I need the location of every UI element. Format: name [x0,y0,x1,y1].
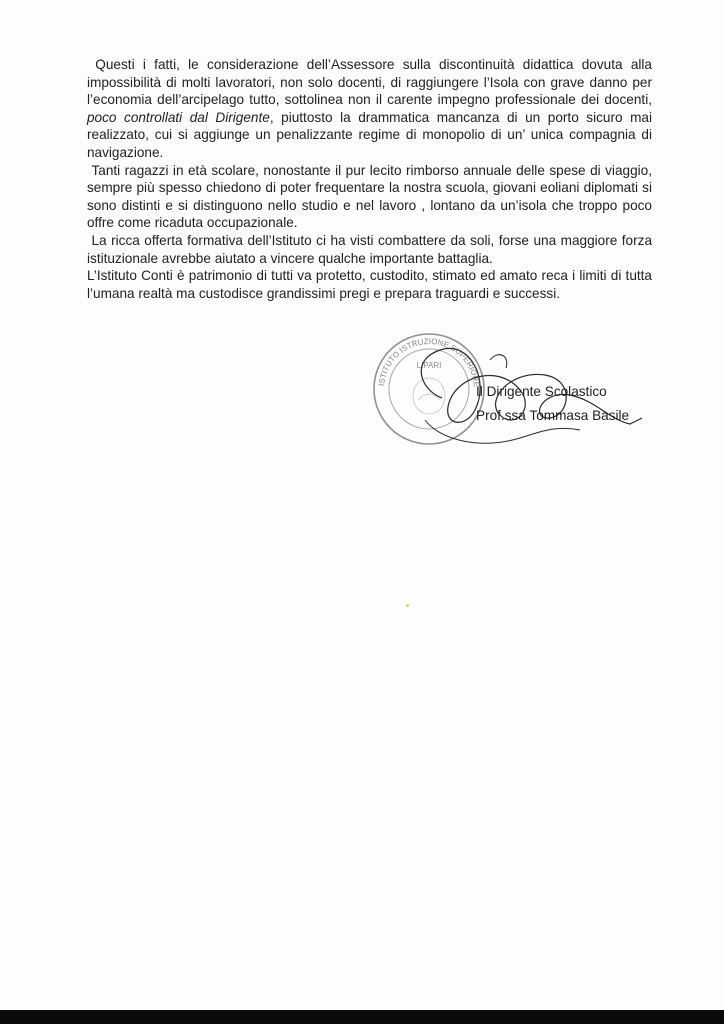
scan-speck [406,604,409,607]
paragraph-1-text-end: , piuttosto la drammatica mancanza di un porto sicuro mai realizzato, cui si aggiunge un penalizzante regime di monopolio di un’ unica compagnia di navigazione. [87,109,652,160]
paragraph-4-text: L’Istituto Conti è patrimonio di tutti va protetto, custodito, stimato ed amato reca i limiti di tutta l’umana realtà ma custodisce grandissimi pregi e prepara traguardi e successi. [87,268,652,301]
signature-title: Il Dirigente Scolastico [476,384,607,399]
paragraph-1-italic: poco controllati dal Dirigente [87,109,270,125]
paragraph-1-text: Questi i fatti, le considerazione dell’Assessore sulla discontinuità didattica dovuta alla impossibilità di molti lavoratori, non solo docenti, di raggiungere l’Isola con grave danno per l’economia dell’arcipelago tutto, sottolinea non il carente impegno professionale dei docenti, [87,57,652,108]
signature-name: Prof.ssa Tommasa Basile [476,408,630,423]
paragraph-3 [87,232,652,267]
paragraph-3-text: La ricca offerta formativa dell’Istituto ci ha visti combattere da soli, forse una maggiore forza istituzionale avrebbe aiutato a vincere qualche importante battaglia. [87,232,652,266]
paragraph-2-text: Tanti ragazzi in età scolare, nonostante il pur lecito rimborso annuale delle spese di viaggio, sempre più spesso chiedono di poter frequentare la nostra scuola, giovani eoliani diplomati si sono distinti e si distinguono nello studio e nel lavoro , lontano da un’isola che troppo poco offre come ricaduta occupazionale. [87,162,652,231]
letter-body [87,56,652,302]
handwritten-signature [380,320,660,480]
paragraph-4 [87,267,652,302]
svg-text:ISTITUTO ISTRUZIONE SUPERIORE: ISTITUTO ISTRUZIONE SUPERIORE [377,336,482,388]
paragraph-2 [87,162,652,232]
svg-text:LIPARI: LIPARI [416,361,442,370]
paragraph-1 [87,56,652,162]
scan-bottom-edge [0,1010,724,1024]
